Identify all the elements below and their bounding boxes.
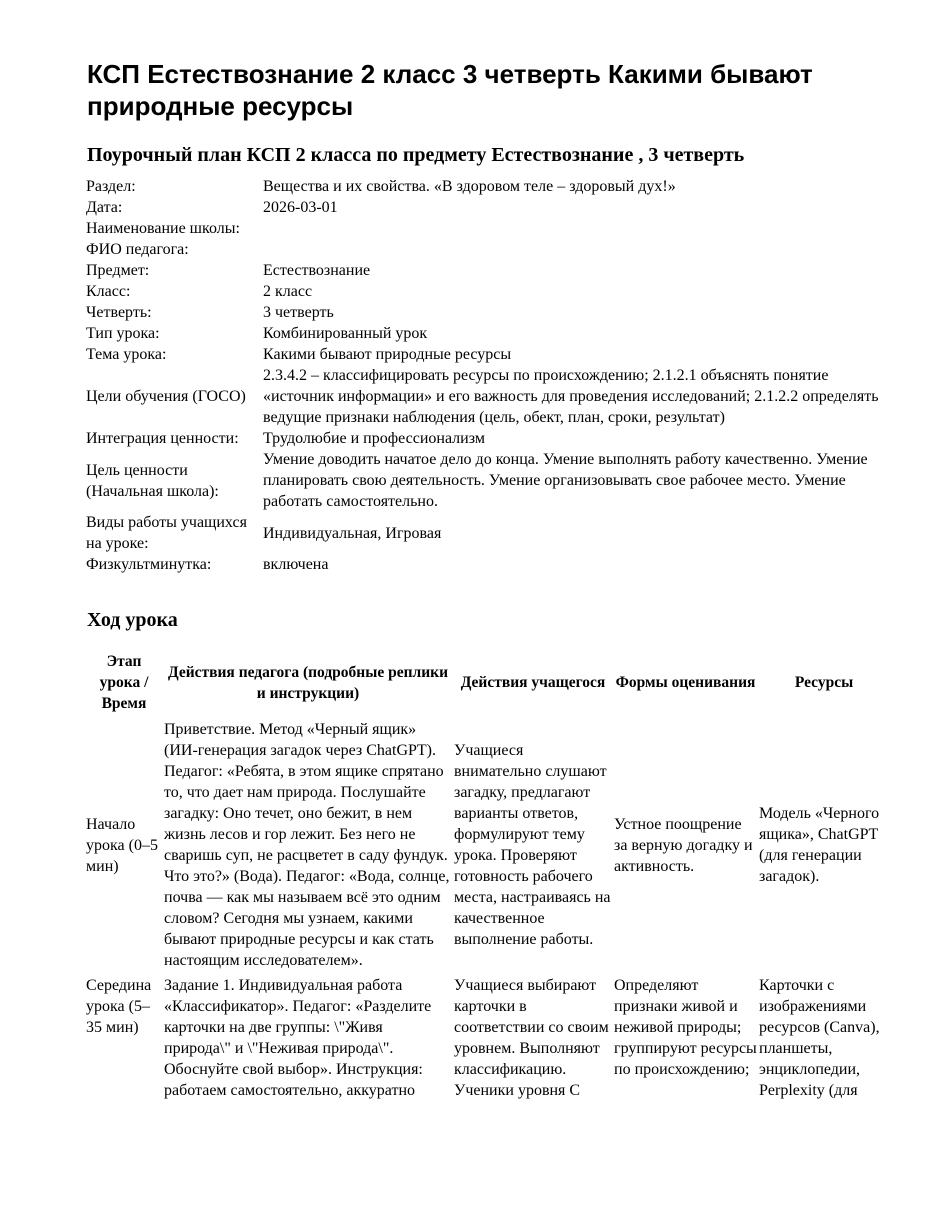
column-header-stage: Этап урока / Время [99, 653, 149, 712]
info-row-grade [85, 281, 884, 302]
student-actions-cell: Учащиеся внимательно слушают загадку, предлагают варианты ответов, формулируют тему урока. Проверяют готовность рабочего места, настраиваясь на качественное выполнение работы. [454, 742, 611, 948]
document-title: КСП Естествознание 2 класс 3 четверть Какими бывают природные ресурсы [87, 59, 813, 121]
info-row-value-integration [85, 428, 884, 449]
info-row-section [85, 176, 884, 197]
info-key: ФИО педагога: [86, 241, 189, 258]
info-value: Индивидуальная, Игровая [263, 524, 442, 542]
teacher-actions-cell: Приветствие. Метод «Черный ящик» (ИИ-генерация загадок через ChatGPT). Педагог: «Ребята, в этом ящике спрятано то, что дает нам природа. Послушайте загадку: Оно течет, оно бежит, в нем жизнь лесов и гор лежит. Без него не сваришь суп, не расцветет в саду фундук. Что это?» (Вода). Педагог: «Вода, солнце, почва — как мы называем всё это одним словом? Сегодня мы узнаем, какими бывают природные ресурсы и как стать настоящим исследователем». [164, 721, 450, 969]
info-key: Дата: [86, 199, 123, 216]
info-row-teacher [85, 239, 884, 260]
info-row-subject [85, 260, 884, 281]
info-key: Физкультминутка: [86, 556, 212, 573]
info-value: Умение доводить начатое дело до конца. Умение выполнять работу качественно. Умение планировать свою деятельность. Умение организовывать свое рабочее место. Умение работать самостоятельно. [263, 451, 868, 510]
info-row-quarter [85, 302, 884, 323]
info-value: Комбинированный урок [263, 325, 428, 342]
teacher-actions-cell: Задание 1. Индивидуальная работа «Классификатор». Педагог: «Разделите карточки на две группы: \"Живя природа\" и \"Неживая природа\". Обоснуйте свой выбор». Инструкция: работаем самостоятельно, аккуратно [164, 977, 432, 1099]
column-header-resources: Ресурсы [794, 674, 854, 691]
info-key: Интеграция ценности: [86, 430, 239, 447]
lesson-table-header [85, 650, 890, 718]
table-row [85, 718, 890, 974]
info-key: Цель ценности (Начальная школа): [86, 461, 219, 500]
column-header-assessment: Формы оценивания [615, 674, 756, 691]
info-value: 2 класс [263, 283, 313, 300]
stage-cell: Начало урока (0–5 мин) [86, 815, 158, 875]
plan-subtitle: Поурочный план КСП 2 класса по предмету Естествознание , 3 четверть [87, 144, 745, 166]
lesson-info-table [85, 176, 884, 575]
info-value: 2.3.4.2 – классифицировать ресурсы по происхождению; 2.1.2.1 объяснять понятие «источник информации» и его важность для проведения исследований; 2.1.2.2 определять ведущие признаки наблюдения (цель, обект, план, сроки, результат) [263, 367, 879, 426]
stage-cell: Середина урока (5–35 мин) [86, 977, 152, 1036]
table-row [85, 974, 890, 1104]
info-value: Вещества и их свойства. «В здоровом теле – здоровый дух!» [263, 178, 676, 195]
column-header-student-actions: Действия учащегося [460, 674, 606, 691]
info-value: 2026-03-01 [263, 199, 338, 216]
info-row-school [85, 218, 884, 239]
info-key: Наименование школы: [86, 220, 240, 237]
info-key: Предмет: [86, 262, 150, 279]
info-row-value-goal [85, 449, 884, 512]
info-row-topic [85, 344, 884, 365]
resources-cell: Модель «Черного ящика», ChatGPT (для генерации загадок). [759, 805, 880, 885]
info-key: Тип урока: [86, 325, 160, 342]
info-key: Цели обучения (ГОСО) [86, 388, 246, 405]
assessment-cell: Определяют признаки живой и неживой природы; группируют ресурсы по происхождению; [614, 977, 757, 1078]
info-row-work-types [85, 512, 884, 554]
info-value [262, 239, 884, 260]
info-value: включена [263, 556, 329, 573]
info-key: Раздел: [86, 178, 136, 195]
lesson-flow-table [85, 650, 890, 1104]
info-key: Тема урока: [86, 346, 167, 363]
info-value: Какими бывают природные ресурсы [263, 346, 512, 363]
info-value: Естествознание [263, 262, 371, 279]
info-value [262, 218, 884, 239]
info-row-physical-break [85, 554, 884, 575]
info-key: Четверть: [86, 304, 152, 321]
resources-cell: Карточки с изображениями ресурсов (Canva), планшеты, энциклопедии, Perplexity (для [759, 977, 880, 1099]
info-value: Трудолюбие и профессионализм [263, 430, 485, 447]
assessment-cell: Устное поощрение за верную догадку и активность. [614, 815, 753, 875]
info-key: Виды работы учащихся на уроке: [86, 514, 247, 552]
info-row-lesson-type [85, 323, 884, 344]
lesson-flow-heading: Ход урока [87, 609, 178, 631]
column-header-teacher-actions: Действия педагога (подробные реплики и инструкции) [167, 663, 449, 702]
info-value: 3 четверть [263, 304, 334, 321]
info-key: Класс: [86, 283, 131, 300]
info-row-date [85, 197, 884, 218]
info-row-learning-goals [85, 365, 884, 428]
student-actions-cell: Учащиеся выбирают карточки в соответствии со своим уровнем. Выполняют классификацию. Ученики уровня С [454, 977, 609, 1099]
